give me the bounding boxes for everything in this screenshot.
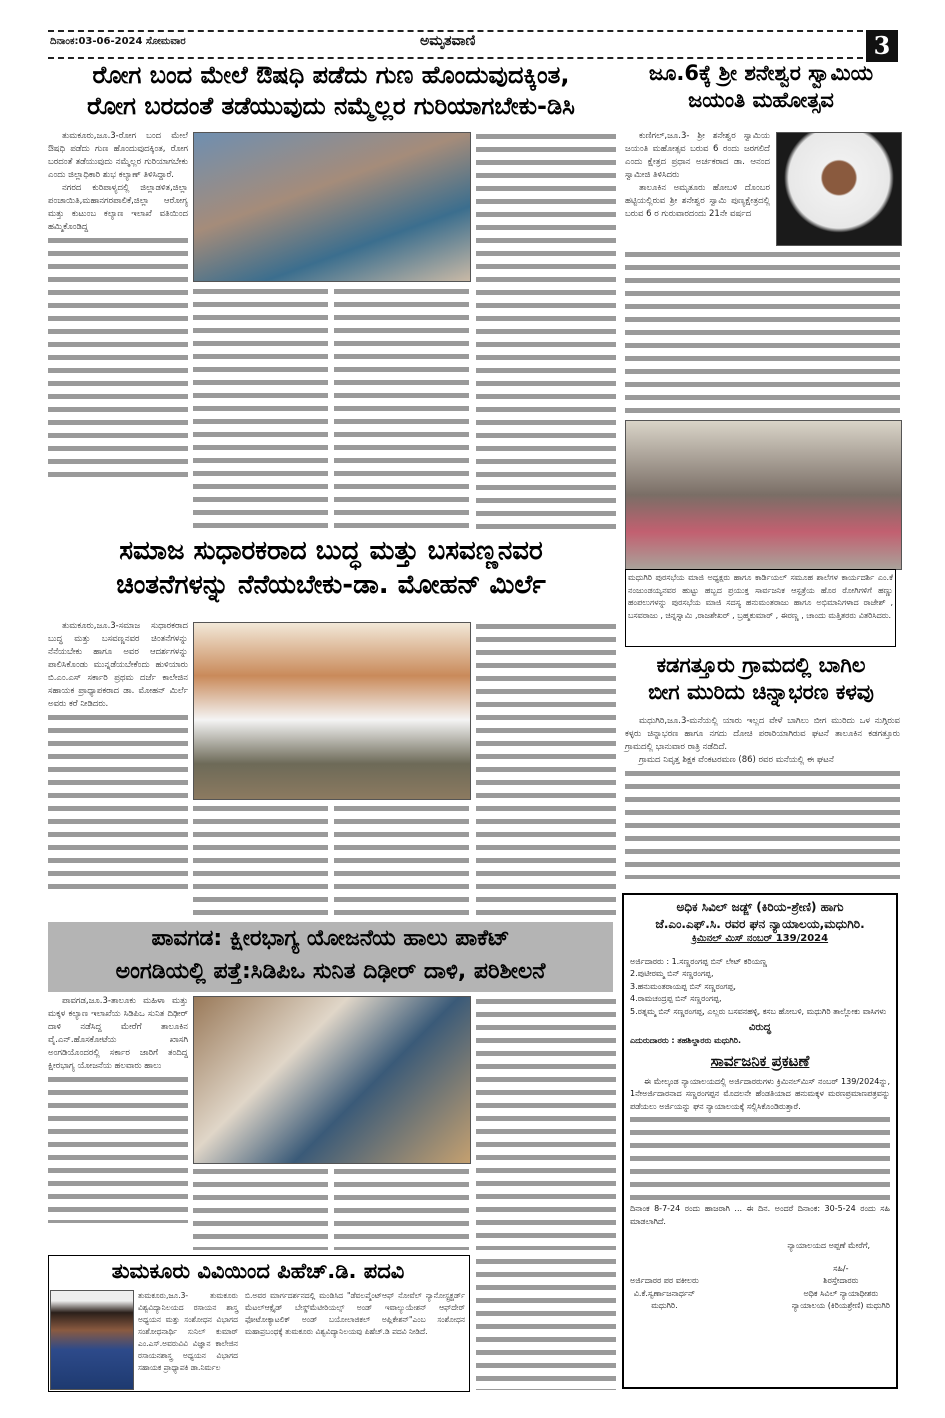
photo-jayanthi-event [193,622,471,800]
court-name: ಅಧಿಕ ಸಿವಿಲ್ ಜಡ್ಜ್ (ಕಿರಿಯ-ಶ್ರೇಣಿ) ಹಾಗು ಜೆ.ಎಂ.ಎಫ್.ಸಿ. ರವರ ಘನ ನ್ಯಾಯಾಲಯ,ಮಧುಗಿರಿ. [655,900,865,931]
versus: ವಿರುದ್ಧ [748,1022,772,1033]
article-body [476,1255,616,1390]
advocate: ಅರ್ಜಿದಾರರ ಪರ ವಕೀಲರು ವಿ.ಕೆ.ಸ್ವರ್ಣಾಜನಾರ್ಧನ್ ಮಧುಗಿರಿ. [630,1276,699,1310]
photo-sunil-kumar [50,1290,134,1390]
article-body: ತುಮಕೂರು,ಜೂ.3-ರೋಗ ಬಂದ ಮೇಲೆ ಔಷಧಿ ಪಡೆದು ಗುಣ ಹೊಂದುವುದಕ್ಕಿಂತ, ರೋಗ ಬರದಂತೆ ತಡೆಯುವುದು ನಮ್ಮೆಲ್ಲರ ಗುರಿಯಾಗಬೇಕು ಎಂದು ಜಿಲ್ಲಾಧಿಕಾರಿ ಶುಭ ಕಲ್ಯಾಣ್ ತಿಳಿಸಿದ್ದಾರೆ. ನಗರದ ಕುರಿಪಾಳ್ಯದಲ್ಲಿ ಜಿಲ್ಲಾಡಳಿತ,ಜಿಲ್ಲಾ ಪಂಚಾಯಿತಿ,ಮಹಾನಗರಪಾಲಿಕೆ,ಜಿಲ್ಲಾ ಆರೋಗ್ಯ ಮತ್ತು ಕುಟುಂಬ ಕಲ್ಯಾಣ ಇಲಾಖೆ ವತಿಯಿಂದ ಹಮ್ಮಿಕೊಂಡಿದ್ದ [48,130,188,530]
article-body [193,1165,328,1250]
article-body [193,285,328,530]
photo-caption: ಮಧುಗಿರಿ ಪುರಸಭೆಯ ಮಾಜಿ ಅಧ್ಯಕ್ಷರು ಹಾಗೂ ಕಾರ್ಡಿಯಲ್ ಸಮೂಹ ಶಾಲೆಗಳ ಕಾರ್ಯದರ್ಶಿ ಎಂ.ಕೆ ನಂಜುಂಡಯ್ಯನವರ ಹುಟ್ಟು ಹಬ್ಬದ ಪ್ರಯುಕ್ತ ಸಾರ್ವಜನಿಕ ಆಸ್ಪತ್ರೆಯ ಹೊರ ರೋಗಿಗಳಿಗೆ ಹಣ್ಣು ಹಂಪಲುಗಳನ್ನು ಪುರಸಭೆಯ ಮಾಜಿ ಸದಸ್ಯ ಹನುಮಂತರಾಜು ಹಾಗೂ ಅಭಿಮಾನಿಗಳಾದ ರಾಜೇಶ್ , ಬಸವರಾಜು , ಚಿನ್ನಸ್ವಾಮಿ ,ರಾಜಶೇಖರ್ , ಬ್ರಹ್ಮಕುಮಾರ್ , ಈರಣ್ಣ , ಚಾಂದು ಮತ್ತಿತರರು ವಿತರಿಸಿದರು. [628,573,893,620]
article-body [334,1165,469,1250]
issue-date: ದಿನಾಂಕ:03-06-2024 ಸೋಮವಾರ [50,36,186,47]
notice-title: ಸಾರ್ವಜನಿಕ ಪ್ರಕಟಣೆ [710,1052,810,1070]
article-body: ಪಾವಗಡ,ಜೂ.3-ತಾಲೂಕು ಮಹಿಳಾ ಮತ್ತು ಮಕ್ಕಳ ಕಲ್ಯಾಣ ಇಲಾಖೆಯ ಸಿಡಿಪಿಒ ಸುನಿತ ದಿಢೀರ್ ದಾಳಿ ನಡೆಸಿದ್ದ ಮೇರೆಗೆ ತಾಲೂಕಿನ ವೈ.ಎನ್.ಹೊಸಕೋಟೆಯ ಖಾಸಗಿ ಅಂಗಡಿಯೊಂದರಲ್ಲಿ ಸರ್ಕಾರ ಜಾರಿಗೆ ತಂದಿದ್ದ ಕ್ಷೀರಭಾಗ್ಯ ಯೋಜನೆಯ ಹಲವಾರು ಹಾಲು [48,995,188,1250]
signatory: ಸಹಿ/- ಶಿರಸ್ತೇದಾರರು ಅಧಿಕ ಸಿವಿಲ್ ನ್ಯಾಯಾಧೀಶರು ನ್ಯಾಯಾಲಯ (ಕಿರಿಯಶ್ರೇಣಿ) ಮಧುಗಿರಿ [791,1263,890,1310]
headline-disease-prevention: ರೋಗ ಬಂದ ಮೇಲೆ ಔಷಧಿ ಪಡೆದು ಗುಣ ಹೊಂದುವುದಕ್ಕಿಂತ, ರೋಗ ಬರದಂತೆ ತಡೆಯುವುದು ನಮ್ಮೆಲ್ಲರ ಗುರಿಯಾಗಬೇಕು-ಡಿಸಿ [87,61,575,121]
headline-ksheerabhagya: ಪಾವಗಡ: ಕ್ಷೀರಭಾಗ್ಯ ಯೋಜನೆಯ ಹಾಲು ಪಾಕೆಟ್ ಅಂಗಡಿಯಲ್ಲಿ ಪತ್ತೆ:ಸಿಡಿಪಿಒ ಸುನಿತ ದಿಢೀರ್ ದಾಳಿ, ಪರಿಶೀಲನೆ [48,922,613,992]
article-body [476,130,616,530]
headline-shaneshwara-jayanthi: ಜೂ.6ಕ್ಕೆ ಶ್ರೀ ಶನೇಶ್ವರ ಸ್ವಾಮಿಯ ಜಯಂತಿ ಮಹೋತ್ಸವ [648,61,874,113]
notice-hearing: ದಿನಾಂಕ 8-7-24 ರಂದು ಹಾಜರಾಗಿ ... ಈ ದಿನ. ಅಂದರೆ ದಿನಾಂಕ: 30-5-24 ರಂದು ಸಹಿ ಮಾಡಲಾಗಿದೆ. [630,1204,890,1226]
notice-body: ಈ ಮೇಲ್ಕಂಡ ನ್ಯಾಯಾಲಯದಲ್ಲಿ ಅರ್ಜಿದಾರರುಗಳು ಕ್ರಿಮಿನಲ್‌ಮಿಸ್ ನಂಬರ್ 139/2024ನ್ನು, 1ನೇಅರ್ಜಿದಾರನಾದ ಸಣ್ಣರಂಗಪ್ಪನ ಮೊದಲನೇ ಹೆಂಡತಿಯಾದ ಹನುಮಕ್ಕಳ ಮರಣಪ್ರಮಾಣಪತ್ರವನ್ನು ಪಡೆಯಲು ಅರ್ಜಿಯನ್ನು ಘನ ನ್ಯಾಯಾಲಯಕ್ಕೆ ಸಲ್ಲಿಸಿಕೊಂಡಿರುತ್ತಾರೆ. [630,1076,890,1111]
article-body: ತುಮಕೂರು,ಜೂ.3-ಸಮಾಜ ಸುಧಾರಕರಾದ ಬುದ್ಧ ಮತ್ತು ಬಸವಣ್ಣನವರ ಚಿಂತನೆಗಳನ್ನು ನೆನೆಯಬೇಕು ಹಾಗೂ ಅವರ ಆದರ್ಶಗಳನ್ನು ಪಾಲಿಸಿಕೊಂಡು ಮುನ್ನಡೆಯಬೇಕೆಂದು ಹುಳಿಯಾರು ಬಿ.ಎಂ.ಎಸ್ ಸರ್ಕಾರಿ ಪ್ರಥಮ ದರ್ಜೆ ಕಾಲೇಜಿನ ಸಹಾಯಕ ಪ್ರಾಧ್ಯಾಪಕರಾದ ಡಾ. ಮೋಹನ್ ಮಿರ್ಲೆ ಅವರು ಕರೆ ನೀಡಿದರು. [48,620,188,920]
article-body [476,995,616,1250]
court-order: ನ್ಯಾಯಾಲಯದ ಅಪ್ಪಣೆ ಮೇರೆಗೆ, [787,1241,870,1250]
article-body: ತುಮಕೂರು,ಜೂ.3- ತುಮಕೂರು ವಿಶ್ವವಿದ್ಯಾನಿಲಯದ ರಸಾಯನ ಶಾಸ್ತ್ರ ಅಧ್ಯಯನ ಮತ್ತು ಸಂಶೋಧನ ವಿಭಾಗದ ಸಂಶೋಧನಾರ್ಥಿ ಸುನಿಲ್ ಕುಮಾರ್ ಎಂ.ಎಸ್.ಅವರುವಿವಿ ವಿಜ್ಞಾನ ಕಾಲೇಜಿನ ರಸಾಯನಶಾಸ್ತ್ರ ಅಧ್ಯಯನ ವಿಭಾಗದ ಸಹಾಯಕ ಪ್ರಾಧ್ಯಾಪಕಿ ಡಾ.ನಿರ್ಮಲ [138,1291,238,1372]
divider [48,30,863,32]
notice-body-continued [630,1113,890,1203]
headline-phd: ತುಮಕೂರು ವಿವಿಯಿಂದ ಪಿಹೆಚ್.ಡಿ. ಪದವಿ [111,1259,405,1283]
case-number: ಕ್ರಿಮಿನಲ್ ಮಿಸ್ ನಂಬರ್ 139/2024 [691,933,829,944]
page-number: 3 [866,30,898,62]
headline-theft: ಕಡಗತ್ತೂರು ಗ್ರಾಮದಲ್ಲಿ ಬಾಗಿಲ ಬೀಗ ಮುರಿದು ಚಿನ್ನಾಭರಣ ಕಳವು [648,653,874,705]
photo-swamiji [776,132,902,246]
masthead: ಅಮೃತವಾಣಿ [420,33,476,49]
article-body [625,248,900,414]
photo-fruit-distribution [625,420,902,570]
photo-shop-inspection [193,996,471,1164]
article-body: ಕುಣಿಗಲ್,ಜೂ.3- ಶ್ರೀ ಶನೇಶ್ವರ ಸ್ವಾಮಿಯ ಜಯಂತಿ ಮಹೋತ್ಸವ ಬರುವ 6 ರಂದು ಜರಗಲಿದೆ ಎಂದು ಕ್ಷೇತ್ರದ ಪ್ರಧಾನ ಅರ್ಚಕರಾದ ಡಾ. ಆನಂದ ಸ್ವಾಮೀಜಿ ತಿಳಿಸಿದರು ತಾಲೂಕಿನ ಅಮೃತೂರು ಹೋಬಳಿ ದೊಂಬರ ಹಟ್ಟಿಯಲ್ಲಿರುವ ಶ್ರೀ ಶನೇಶ್ವರ ಸ್ವಾಮಿ ಪುಣ್ಯಕ್ಷೇತ್ರದಲ್ಲಿ ಬರುವ 6 ರ ಗುರುವಾರದಂದು 21ನೇ ವರ್ಷದ [625,131,770,219]
petitioner-list: ಅರ್ಜಿದಾರರು : 1.ಸಣ್ಣರಂಗಪ್ಪ ಬಿನ್ ಲೇಟ್ ಕರಿಯಣ್ಣ 2.ಪುಟೀರಮ್ಮ ಬಿನ್ ಸಣ್ಣರಂಗಪ್ಪ, 3.ಹನುಮಂತರಾಯಪ್ಪ ಬಿನ್ ಸಣ್ಣರಂಗಪ್ಪ, 4.ರಾಮಚಂದ್ರಪ್ಪ ಬಿನ್ ಸಣ್ಣರಂಗಪ್ಪ, 5.ರತ್ನಮ್ಮ ಬಿನ್ ಸಣ್ಣರಂಗಪ್ಪ, ಎಲ್ಲರು ಬಸವನಹಳ್ಳಿ, ಕಸಬ ಹೋಬಳಿ, ಮಧುಗಿರಿ ತಾಲ್ಲೋಕು ವಾಸಿಗಳು [630,956,887,1016]
article-body [193,802,328,920]
respondent: ಎದುರುದಾರರು : ತಹಶಿಲ್ದಾರರು ಮಧುಗಿರಿ. [630,1035,742,1045]
photo-caption-box [625,569,896,647]
article-body [334,285,469,530]
article-body [476,620,616,920]
article-body: ಬಿ.ಅವರ ಮಾರ್ಗದರ್ಶನದಲ್ಲಿ ಮಂಡಿಸಿದ "ಡೆವಲಪ್ಮೆಂಟ್ಆಫ್ ನೋವೆಲ್ ನ್ಯಾನೋಸ್ಟ್ರಕ್ಚರ್ಡ್ ಮೆಟಲ್ಆಕ್ಸೈಡ್ ಬೇಸ್ಡ್‌ಮೆಟೀರಿಯಲ್ಸ್ ಅಂಡ್ ಇವಾಲ್ಯುಯೇಶನ್ ಆಫ್‌ದೇರ್ ಫೋಟೋಕ್ಯಾಟಲಿಕ್ ಅಂಡ್ ಬಯೋಲಾಜಿಕಲ್ ಅಪ್ಲಿಕೇಶನ್"ಎಂಬ ಸಂಶೋಧನ ಮಹಾಪ್ರಬಂಧಕ್ಕೆ ತುಮಕೂರು ವಿಶ್ವವಿದ್ಯಾನಿಲಯವು ಪಿಹೆಚ್.ಡಿ ಪದವಿ ನೀಡಿದೆ. [245,1291,465,1336]
article-body: ಮಧುಗಿರಿ,ಜೂ.3-ಮನೆಯಲ್ಲಿ ಯಾರು ಇಲ್ಲದ ವೇಳೆ ಬಾಗಿಲು ಬೀಗ ಮುರಿದು ಒಳ ನುಗ್ಗಿರುವ ಕಳ್ಳರು ಚಿನ್ನಾಭರಣ ಹಾಗೂ ನಗದು ದೋಚಿ ಪರಾರಿಯಾಗಿರುವ ಘಟನೆ ತಾಲೂಕಿನ ಕಡಗತ್ತೂರು ಗ್ರಾಮದಲ್ಲಿ ಭಾನುವಾರ ರಾತ್ರಿ ನಡೆದಿದೆ. ಗ್ರಾಮದ ನಿವೃತ್ತ ಶಿಕ್ಷಕ ವೆಂಕಟರಮಣ (86) ರವರ ಮನೆಯಲ್ಲಿ ಈ ಘಟನೆ [625,715,900,890]
court-notice [622,893,898,1389]
divider [48,57,863,59]
photo-awareness-rally [193,132,471,282]
article-body [334,802,469,920]
headline-buddha-basavanna: ಸಮಾಜ ಸುಧಾರಕರಾದ ಬುದ್ಧ ಮತ್ತು ಬಸವಣ್ಣನವರ ಚಿಂತನೆಗಳನ್ನು ನೆನೆಯಬೇಕು-ಡಾ. ಮೋಹನ್ ಮಿರ್ಲೆ [116,536,546,600]
